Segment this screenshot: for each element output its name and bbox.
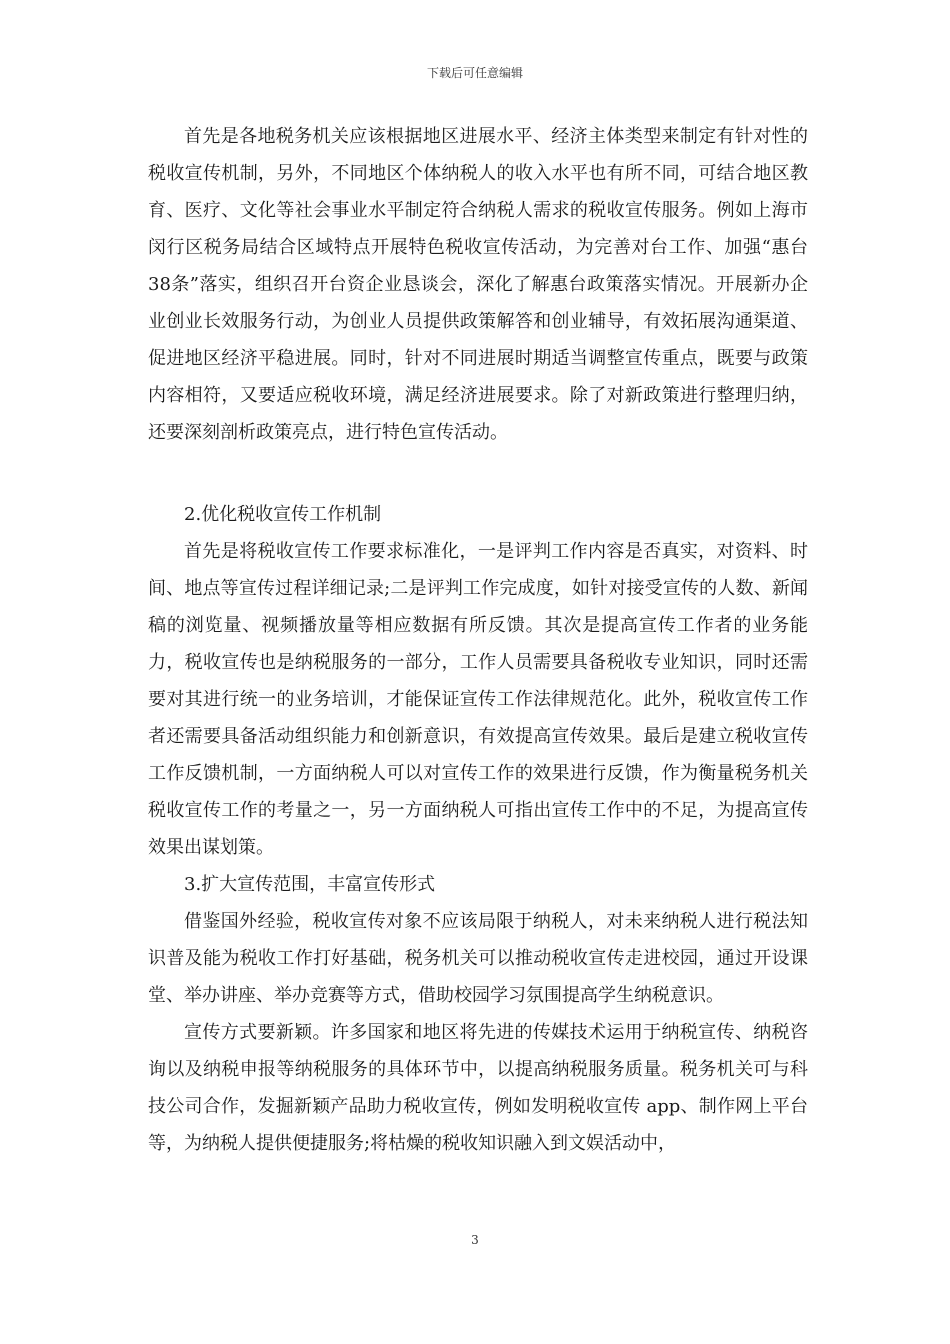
paragraph-tax-promotion-mechanism: 首先是各地税务机关应该根据地区进展水平、经济主体类型来制定有针对性的税收宣传机制，另外，不同地区个体纳税人的收入水平也有所不同，可结合地区教育、医疗、文化等社会事业水平制定符合纳税人需求的税收宣传服务。例如上海市闵行区税务局结合区域特点开展特色税收宣传活动，为完善对台工作、加强“惠台38条”落实，组织召开台资企业恳谈会，深化了解惠台政策落实情况。开展新办企业创业长效服务行动，为创业人员提供政策解答和创业辅导，有效拓展沟通渠道、促进地区经济平稳进展。同时，针对不同进展时期适当调整宣传重点，既要与政策内容相符，又要适应税收环境，满足经济进展要求。除了对新政策进行整理归纳，还要深刻剖析政策亮点，进行特色宣传活动。 (148, 126, 808, 443)
section-heading-3: 3.扩大宣传范围，丰富宣传形式 (184, 874, 436, 895)
paragraph-campus-promotion: 借鉴国外经验，税收宣传对象不应该局限于纳税人，对未来纳税人进行税法知识普及能为税收工作打好基础，税务机关可以推动税收宣传走进校园，通过开设课堂、举办讲座、举办竞赛等方式，借助校园学习氛围提高学生纳税意识。 (148, 911, 808, 1006)
section-heading-2: 2.优化税收宣传工作机制 (184, 504, 382, 525)
page-number: 3 (471, 1233, 479, 1247)
paragraph-gap (148, 451, 808, 496)
document-body (148, 118, 808, 1162)
paragraph-new-methods: 宣传方式要新颖。许多国家和地区将先进的传媒技术运用于纳税宣传、纳税咨询以及纳税申报等纳税服务的具体环节中，以提高纳税服务质量。税务机关可与科技公司合作，发掘新颖产品助力税收宣传，例如发明税收宣传 app、制作网上平台等，为纳税人提供便捷服务;将枯燥的税收知识融入到文娱活动中， (148, 1022, 808, 1154)
paragraph-standardization: 首先是将税收宣传工作要求标准化，一是评判工作内容是否真实，对资料、时间、地点等宣传过程详细记录;二是评判工作完成度，如针对接受宣传的人数、新闻稿的浏览量、视频播放量等相应数据有所反馈。其次是提高宣传工作者的业务能力，税收宣传也是纳税服务的一部分，工作人员需要具备税收专业知识，同时还需要对其进行统一的业务培训，才能保证宣传工作法律规范化。此外，税收宣传工作者还需要具备活动组织能力和创新意识，有效提高宣传效果。最后是建立税收宣传工作反馈机制，一方面纳税人可以对宣传工作的效果进行反馈，作为衡量税务机关税收宣传工作的考量之一，另一方面纳税人可指出宣传工作中的不足，为提高宣传效果出谋划策。 (148, 541, 808, 858)
page-header: 下载后可任意编辑 (426, 66, 523, 80)
